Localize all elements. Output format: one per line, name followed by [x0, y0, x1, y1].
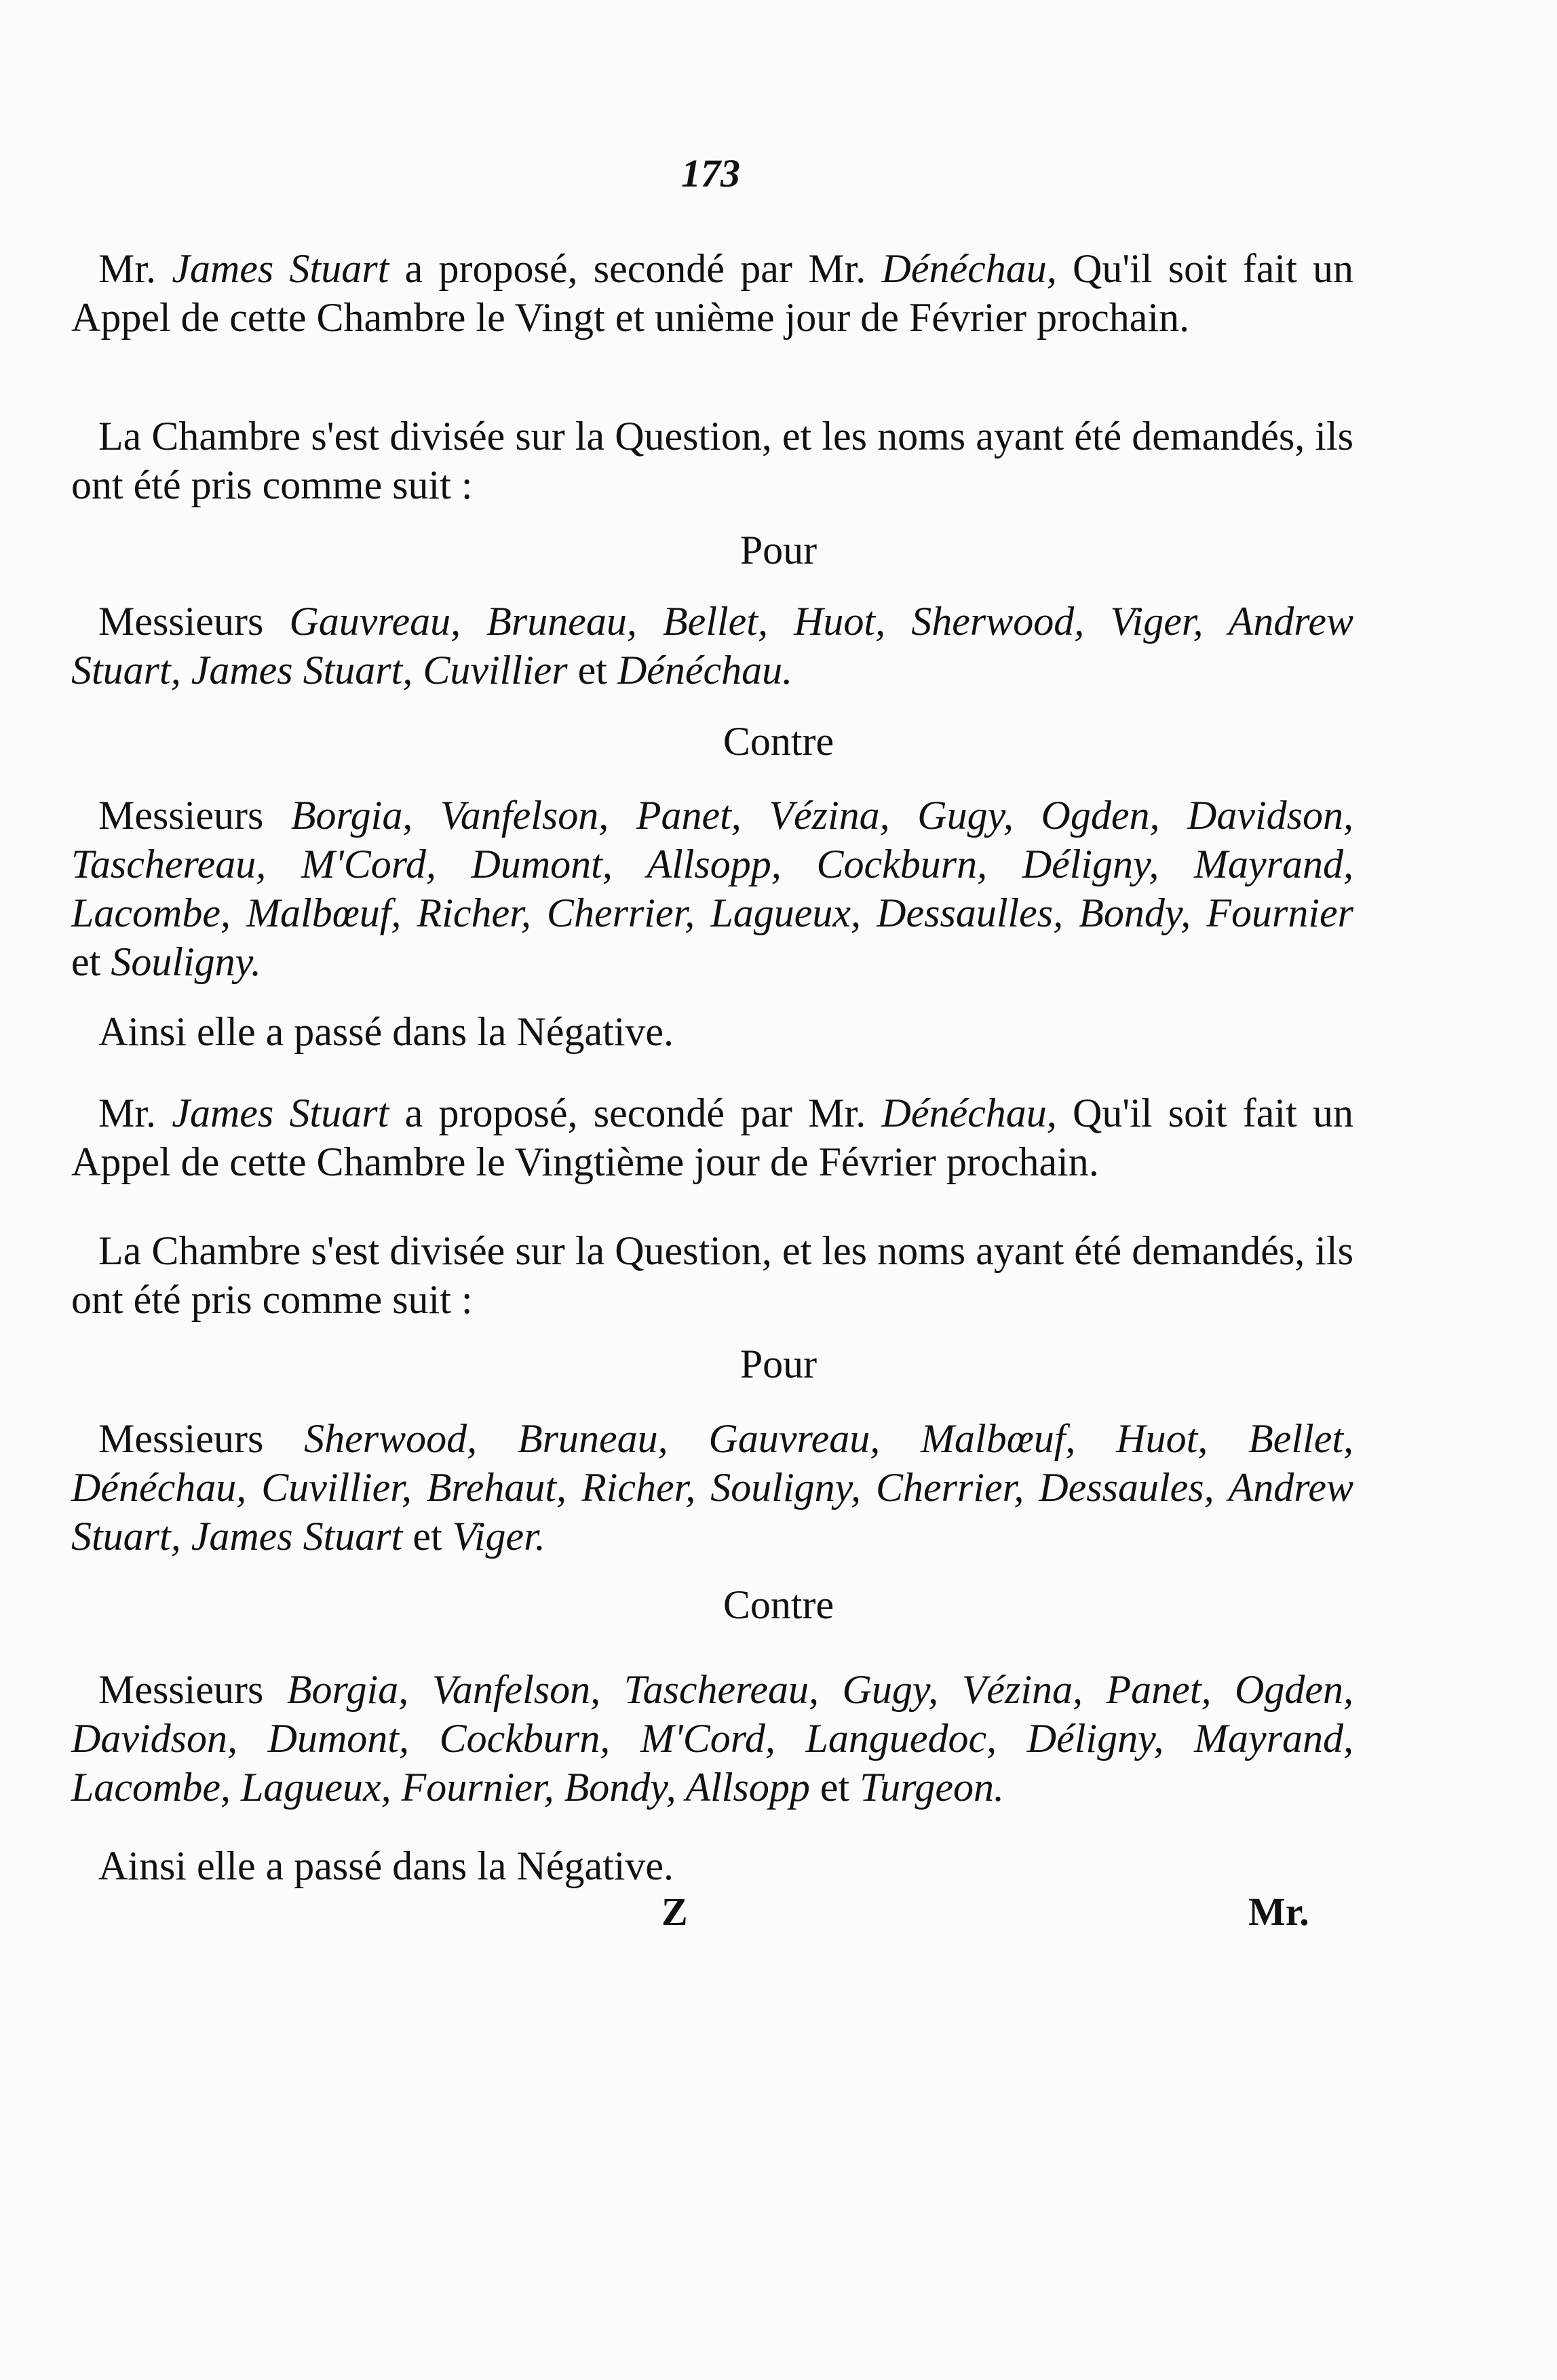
- contre-2-last: Turgeon.: [860, 1765, 1004, 1810]
- motion-1-paragraph: [71, 244, 1353, 342]
- page-number: 173: [681, 151, 740, 195]
- motion-1-seconder: Dénéchau,: [881, 246, 1057, 291]
- contre-2-names: Borgia, Vanfelson, Taschereau, Gugy, Vézina, Panet, Ogden, Davidson, Dumont, Cockburn, M'Cord, Languedoc, Déligny, Mayrand, Lacombe, Lagueux, Fournier, Bondy, Allsopp: [71, 1667, 1353, 1810]
- result-1: Ainsi elle a passé dans la Négative.: [98, 1009, 674, 1054]
- contre-2-lead: Messieurs: [98, 1667, 264, 1712]
- pour-1-list: [71, 597, 1353, 695]
- motion-2-paragraph: [71, 1089, 1353, 1186]
- contre-2-list: [71, 1665, 1353, 1812]
- contre-1-last: Souligny.: [111, 939, 261, 984]
- pour-2-lead: Messieurs: [98, 1416, 264, 1461]
- division-2-paragraph: La Chambre s'est divisée sur la Question, et les noms ayant été demandés, ils ont été pris comme suit :: [71, 1228, 1353, 1322]
- motion-1-prefix: Mr.: [98, 246, 157, 291]
- division-1-paragraph: La Chambre s'est divisée sur la Question, et les noms ayant été demandés, ils ont été pris comme suit :: [71, 414, 1353, 507]
- pour-2-heading: Pour: [739, 1342, 818, 1386]
- motion-2-rest: Qu'il soit fait un Appel de cette Chambre le Vingtième jour de Février prochain.: [71, 1091, 1354, 1184]
- pour-1-last: Dénéchau.: [617, 648, 793, 692]
- motion-1-mover: James Stuart: [172, 246, 389, 291]
- motion-2-prefix: Mr.: [98, 1091, 157, 1135]
- signature-mark: Z: [661, 1890, 688, 1934]
- motion-1-middle: a proposé, secondé par Mr.: [404, 246, 866, 291]
- motion-2-mover: James Stuart: [172, 1091, 389, 1135]
- contre-1-names: Borgia, Vanfelson, Panet, Vézina, Gugy, Ogden, Davidson, Taschereau, M'Cord, Dumont, Allsopp, Cockburn, Déligny, Mayrand, Lacombe, Malbœuf, Richer, Cherrier, Lagueux, Dessaulles, Bondy, Fournier: [71, 793, 1354, 935]
- pour-2-names: Sherwood, Bruneau, Gauvreau, Malbœuf, Huot, Bellet, Dénéchau, Cuvillier, Brehaut, Richer, Souligny, Cherrier, Dessaules, Andrew Stuart, James Stuart: [71, 1416, 1354, 1559]
- pour-1-heading: Pour: [739, 528, 818, 572]
- motion-1-rest: Qu'il soit fait un Appel de cette Chambre le Vingt et unième jour de Février prochain.: [71, 246, 1354, 340]
- pour-1-et: et: [577, 648, 607, 692]
- pour-2-last: Viger.: [452, 1514, 545, 1559]
- contre-1-et: et: [71, 939, 101, 984]
- motion-2-seconder: Dénéchau,: [881, 1091, 1057, 1135]
- motion-2-middle: a proposé, secondé par Mr.: [404, 1091, 866, 1135]
- catchword: Mr.: [1248, 1890, 1309, 1934]
- pour-1-lead: Messieurs: [98, 599, 264, 644]
- contre-2-heading: Contre: [723, 1582, 834, 1627]
- contre-1-heading: Contre: [723, 719, 834, 764]
- pour-2-et: et: [412, 1514, 442, 1559]
- contre-2-et: et: [820, 1765, 850, 1810]
- pour-1-names: Gauvreau, Bruneau, Bellet, Huot, Sherwood, Viger, Andrew Stuart, James Stuart, Cuvillier: [71, 599, 1353, 692]
- result-2: Ainsi elle a passé dans la Négative.: [98, 1843, 674, 1888]
- contre-1-lead: Messieurs: [98, 793, 264, 838]
- contre-1-list: [71, 791, 1353, 986]
- pour-2-list: [71, 1414, 1353, 1561]
